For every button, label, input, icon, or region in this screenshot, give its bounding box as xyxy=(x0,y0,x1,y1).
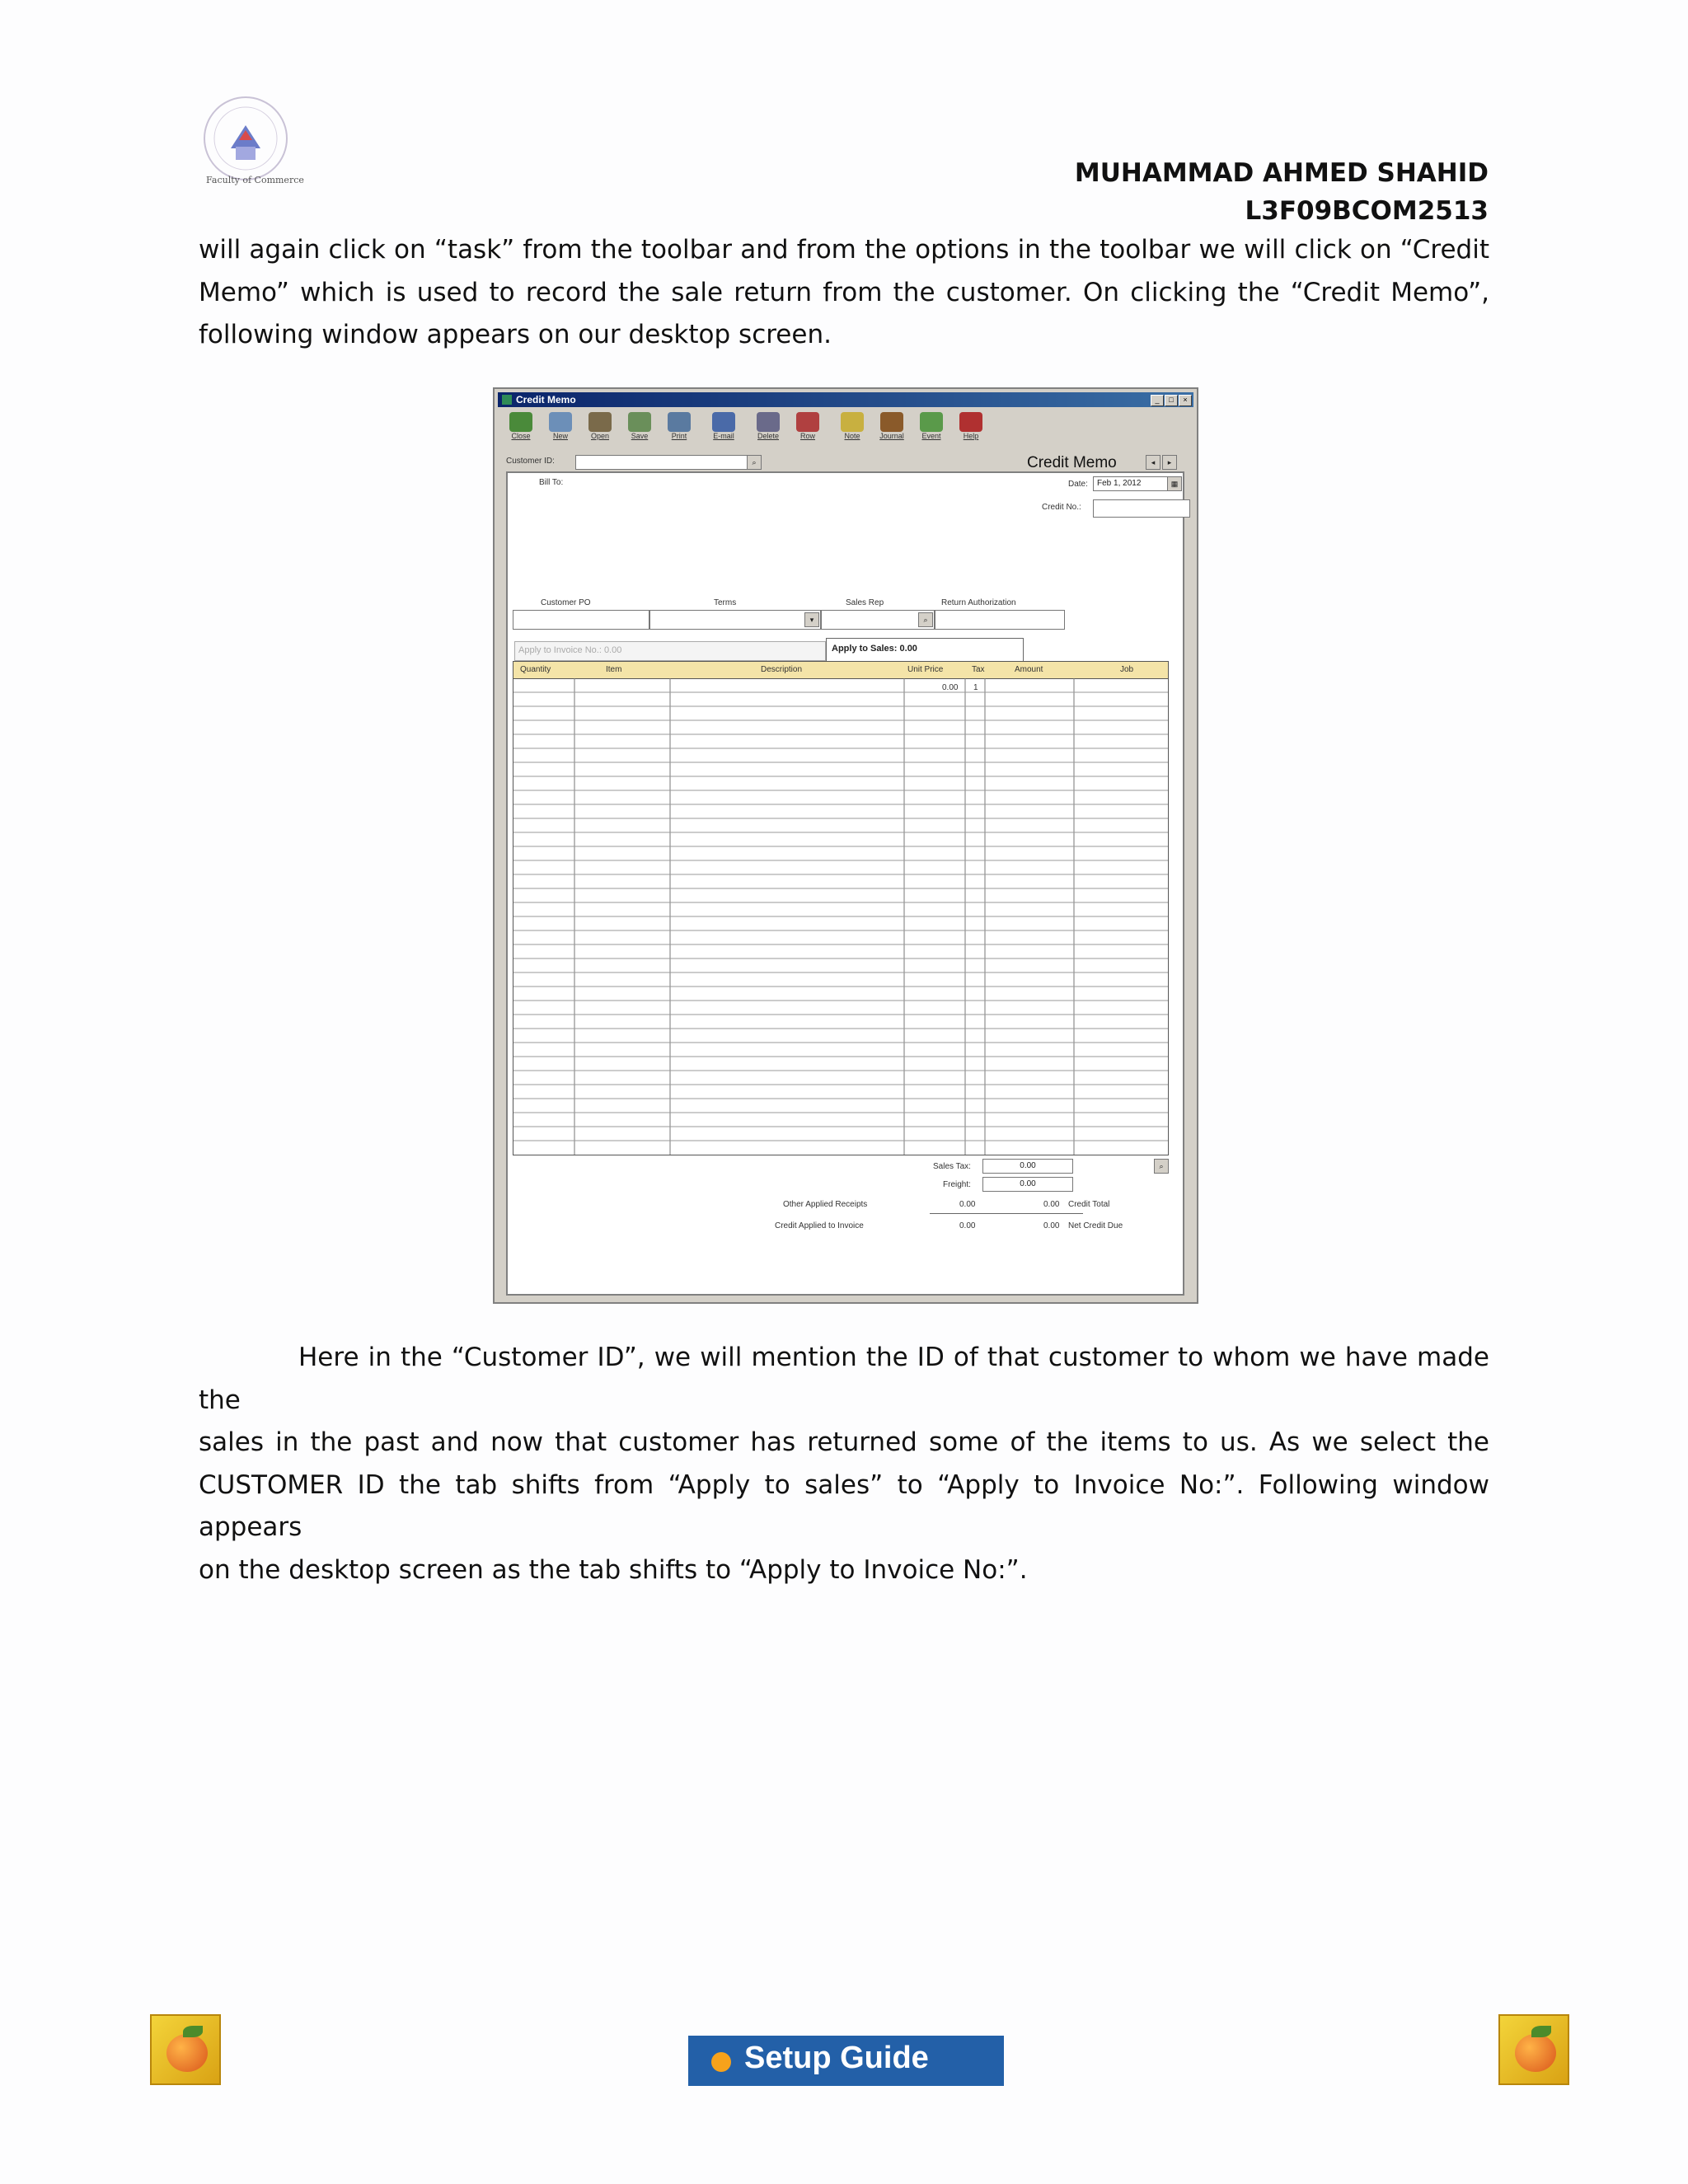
form-title: Credit Memo xyxy=(1027,454,1117,471)
toolbar-row-button[interactable]: Row xyxy=(790,410,826,445)
column-header: Quantity xyxy=(520,665,551,674)
tab-apply-to-sales[interactable]: Apply to Sales: 0.00 xyxy=(826,638,1024,661)
prev-record-icon[interactable]: ◂ xyxy=(1146,455,1160,470)
other-applied-receipts-label: Other Applied Receipts xyxy=(783,1200,868,1209)
other-applied-receipts-value: 0.00 xyxy=(959,1200,976,1209)
toolbar-event-button[interactable]: Event xyxy=(913,410,950,445)
window-toolbar xyxy=(499,410,1192,445)
open-tool-icon xyxy=(588,412,612,432)
grid-lines xyxy=(513,678,1168,1155)
paragraph-1-line: will again click on “task” from the toolbar and from the options in the toolbar we will click on “Credit xyxy=(199,235,1489,265)
paragraph-1 xyxy=(199,229,1489,357)
sales-tax-value[interactable]: 0.00 xyxy=(982,1159,1073,1174)
net-credit-due-value: 0.00 xyxy=(1043,1221,1060,1230)
close-tool-icon xyxy=(509,412,532,432)
author-name: MUHAMMAD AHMED SHAHID xyxy=(1074,158,1489,188)
setup-guide-badge xyxy=(688,2036,1004,2086)
print-tool-icon xyxy=(668,412,691,432)
grid-header xyxy=(513,662,1168,679)
paragraph-2-line: CUSTOMER ID the tab shifts from “Apply to sales” to “Apply to Invoice No:”. Following window appears xyxy=(199,1469,1489,1542)
terms-label: Terms xyxy=(714,598,737,607)
date-input[interactable]: Feb 1, 2012 xyxy=(1093,476,1175,491)
paragraph-2-line: sales in the past and now that customer has returned some of the items to us. As we select the xyxy=(199,1427,1489,1457)
paragraph-1-line: following window appears on our desktop screen. xyxy=(199,320,832,349)
peach-logo-left xyxy=(150,2014,221,2085)
customer-lookup-icon[interactable]: ⌕ xyxy=(747,455,762,470)
toolbar-note-button[interactable]: Note xyxy=(834,410,870,445)
paragraph-2 xyxy=(199,1337,1489,1591)
toolbar-save-button[interactable]: Save xyxy=(621,410,658,445)
sales-tax-lookup-icon[interactable]: ⌕ xyxy=(1154,1159,1169,1174)
credit-no-input[interactable] xyxy=(1093,499,1190,518)
terms-input[interactable] xyxy=(649,610,821,630)
email-tool-icon xyxy=(712,412,735,432)
tab-apply-to-invoice[interactable]: Apply to Invoice No.: 0.00 xyxy=(514,641,826,661)
paragraph-2-line: Here in the “Customer ID”, we will mention the ID of that customer to whom we have made the xyxy=(199,1343,1489,1415)
customer-id-label: Customer ID: xyxy=(506,457,555,466)
window-app-icon xyxy=(502,395,512,405)
credit-applied-to-invoice-label: Credit Applied to Invoice xyxy=(775,1221,864,1230)
column-header: Tax xyxy=(972,665,985,674)
peach-leaf-icon xyxy=(183,2026,203,2037)
return-authorization-label: Return Authorization xyxy=(941,598,1016,607)
toolbar-email-button[interactable]: E-mail xyxy=(706,410,742,445)
credit-memo-window xyxy=(493,387,1198,1304)
credit-memo-form xyxy=(506,471,1184,1296)
credit-applied-to-invoice-value: 0.00 xyxy=(959,1221,976,1230)
orange-dot-icon xyxy=(711,2052,731,2072)
student-id: L3F09BCOM2513 xyxy=(1245,196,1489,226)
column-header: Description xyxy=(761,665,803,674)
help-tool-icon xyxy=(959,412,982,432)
row-tool-icon xyxy=(796,412,819,432)
delete-tool-icon xyxy=(757,412,780,432)
new-tool-icon xyxy=(549,412,572,432)
date-label: Date: xyxy=(1068,480,1088,489)
credit-no-label: Credit No.: xyxy=(1042,503,1081,512)
toolbar-open-button[interactable]: Open xyxy=(582,410,618,445)
toolbar-print-button[interactable]: Print xyxy=(661,410,697,445)
column-header: Amount xyxy=(1015,665,1043,674)
window-title: Credit Memo xyxy=(516,394,576,405)
toolbar-help-button[interactable]: Help xyxy=(953,410,989,445)
setup-guide-text: Setup Guide xyxy=(744,2041,929,2075)
freight-label: Freight: xyxy=(943,1180,971,1189)
paragraph-2-line: on the desktop screen as the tab shifts to “Apply to Invoice No:”. xyxy=(199,1554,1028,1585)
calendar-icon[interactable]: ▦ xyxy=(1167,476,1182,491)
note-tool-icon xyxy=(841,412,864,432)
first-row-tax: 1 xyxy=(973,683,978,692)
next-record-icon[interactable]: ▸ xyxy=(1162,455,1177,470)
terms-dropdown-icon[interactable]: ▾ xyxy=(804,612,819,627)
save-tool-icon xyxy=(628,412,651,432)
customer-id-input[interactable] xyxy=(575,455,750,470)
peach-fruit-icon xyxy=(1515,2034,1556,2072)
credit-total-label: Credit Total xyxy=(1068,1200,1110,1209)
svg-text:Faculty of Commerce: Faculty of Commerce xyxy=(206,175,304,185)
paragraph-1-line: Memo” which is used to record the sale return from the customer. On clicking the “Credit Memo”, xyxy=(199,277,1489,307)
close-icon[interactable]: × xyxy=(1179,395,1192,406)
credit-total-value: 0.00 xyxy=(1043,1200,1060,1209)
peach-logo-right xyxy=(1498,2014,1569,2085)
bill-to-label: Bill To: xyxy=(539,478,564,487)
toolbar-delete-button[interactable]: Delete xyxy=(750,410,786,445)
freight-value[interactable]: 0.00 xyxy=(982,1177,1073,1192)
customer-po-input[interactable] xyxy=(513,610,649,630)
net-credit-due-label: Net Credit Due xyxy=(1068,1221,1123,1230)
toolbar-journal-button[interactable]: Journal xyxy=(874,410,910,445)
event-tool-icon xyxy=(920,412,943,432)
sales-tax-label: Sales Tax: xyxy=(933,1162,971,1171)
first-row-unit-price: 0.00 xyxy=(942,683,959,692)
column-header: Item xyxy=(606,665,622,674)
journal-tool-icon xyxy=(880,412,903,432)
minimize-icon[interactable]: _ xyxy=(1151,395,1164,406)
maximize-icon[interactable]: □ xyxy=(1165,395,1178,406)
line-items-grid xyxy=(513,661,1169,1155)
university-logo xyxy=(198,91,305,190)
totals-divider xyxy=(930,1213,1083,1214)
peach-leaf-icon xyxy=(1531,2026,1551,2037)
sales-rep-label: Sales Rep xyxy=(846,598,884,607)
window-title-bar xyxy=(498,392,1193,407)
toolbar-close-button[interactable]: Close xyxy=(503,410,539,445)
column-header: Unit Price xyxy=(907,665,944,674)
return-authorization-input[interactable] xyxy=(935,610,1065,630)
toolbar-new-button[interactable]: New xyxy=(542,410,579,445)
customer-po-label: Customer PO xyxy=(541,598,591,607)
sales-rep-lookup-icon[interactable]: ⌕ xyxy=(918,612,933,627)
column-header: Job xyxy=(1120,665,1134,674)
peach-fruit-icon xyxy=(166,2034,208,2072)
